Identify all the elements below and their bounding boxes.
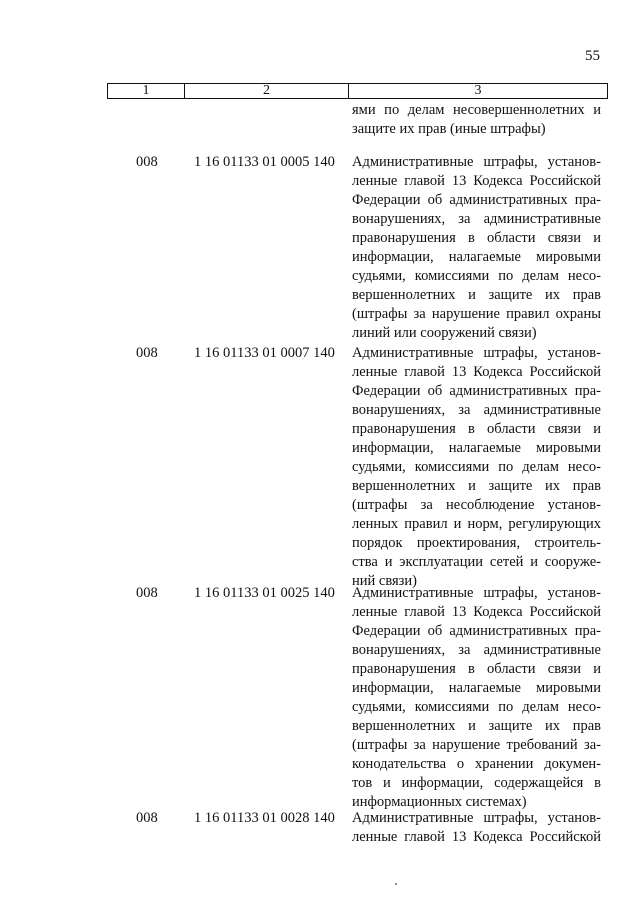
text-line: вонарушениях, за административные [352, 211, 601, 227]
budget-classification-code: 1 16 01133 01 0005 140 [194, 154, 335, 170]
text-line: вонарушениях, за административные [352, 402, 601, 418]
budget-classification-code: 1 16 01133 01 0028 140 [194, 810, 335, 826]
text-line: ства и эксплуатации сетей и сооруже- [352, 554, 601, 570]
text-line: судьями, комиссиями по делам несо- [352, 699, 601, 715]
row-description [352, 584, 601, 812]
row-description [352, 153, 601, 343]
text-line: ями по делам несовершеннолетних и [352, 102, 601, 118]
text-line: ленных правил и норм, регулирующих [352, 516, 601, 532]
text-line: судьями, комиссиями по делам несо- [352, 268, 601, 284]
column-header-2: 2 [185, 84, 349, 99]
text-line: вершеннолетних и защите их прав [352, 287, 601, 303]
text-line: информационных системах) [352, 794, 527, 810]
budget-classification-code: 1 16 01133 01 0007 140 [194, 345, 335, 361]
row-description [352, 344, 601, 591]
scan-speck [395, 883, 397, 885]
text-line: Административные штрафы, установ- [352, 810, 601, 826]
text-line: Федерации об административных пра- [352, 192, 601, 208]
text-line: вонарушениях, за административные [352, 642, 601, 658]
text-line: ленные главой 13 Кодекса Российской [352, 364, 601, 380]
text-line: (штрафы за нарушение правил охраны [352, 306, 601, 322]
column-header-1: 1 [108, 84, 185, 99]
column-header-table [107, 83, 608, 99]
text-line: конодательства о хранении докумен- [352, 756, 601, 772]
text-line: судьями, комиссиями по делам несо- [352, 459, 601, 475]
text-line: информации, налагаемые мировыми [352, 249, 601, 265]
text-line: информации, налагаемые мировыми [352, 680, 601, 696]
text-line: правонарушения в области связи и [352, 230, 601, 246]
text-line: вершеннолетних и защите их прав [352, 478, 601, 494]
text-line: правонарушения в области связи и [352, 661, 601, 677]
text-line: ленные главой 13 Кодекса Российской [352, 604, 601, 620]
text-line: правонарушения в области связи и [352, 421, 601, 437]
text-line: защите их прав (иные штрафы) [352, 121, 546, 137]
text-line: (штрафы за нарушение требований за- [352, 737, 601, 753]
column-header-row [108, 84, 608, 99]
text-line: Административные штрафы, установ- [352, 585, 601, 601]
text-line: (штрафы за несоблюдение установ- [352, 497, 601, 513]
text-line: ленные главой 13 Кодекса Российской [352, 173, 601, 189]
admin-code: 008 [136, 810, 158, 826]
continuation-text [352, 101, 601, 139]
text-line: Федерации об административных пра- [352, 383, 601, 399]
text-line: Федерации об административных пра- [352, 623, 601, 639]
text-line: ний связи) [352, 573, 417, 589]
column-header-3: 3 [349, 84, 608, 99]
admin-code: 008 [136, 154, 158, 170]
row-description [352, 809, 601, 847]
text-line: Административные штрафы, установ- [352, 345, 601, 361]
page-number: 55 [585, 48, 600, 64]
text-line: порядок проектирования, строитель- [352, 535, 601, 551]
admin-code: 008 [136, 585, 158, 601]
text-line: вершеннолетних и защите их прав [352, 718, 601, 734]
text-line: ленные главой 13 Кодекса Российской [352, 829, 601, 845]
text-line: Административные штрафы, установ- [352, 154, 601, 170]
text-line: линий или сооружений связи) [352, 325, 537, 341]
budget-classification-code: 1 16 01133 01 0025 140 [194, 585, 335, 601]
admin-code: 008 [136, 345, 158, 361]
text-line: информации, налагаемые мировыми [352, 440, 601, 456]
text-line: тов и информации, содержащейся в [352, 775, 601, 791]
